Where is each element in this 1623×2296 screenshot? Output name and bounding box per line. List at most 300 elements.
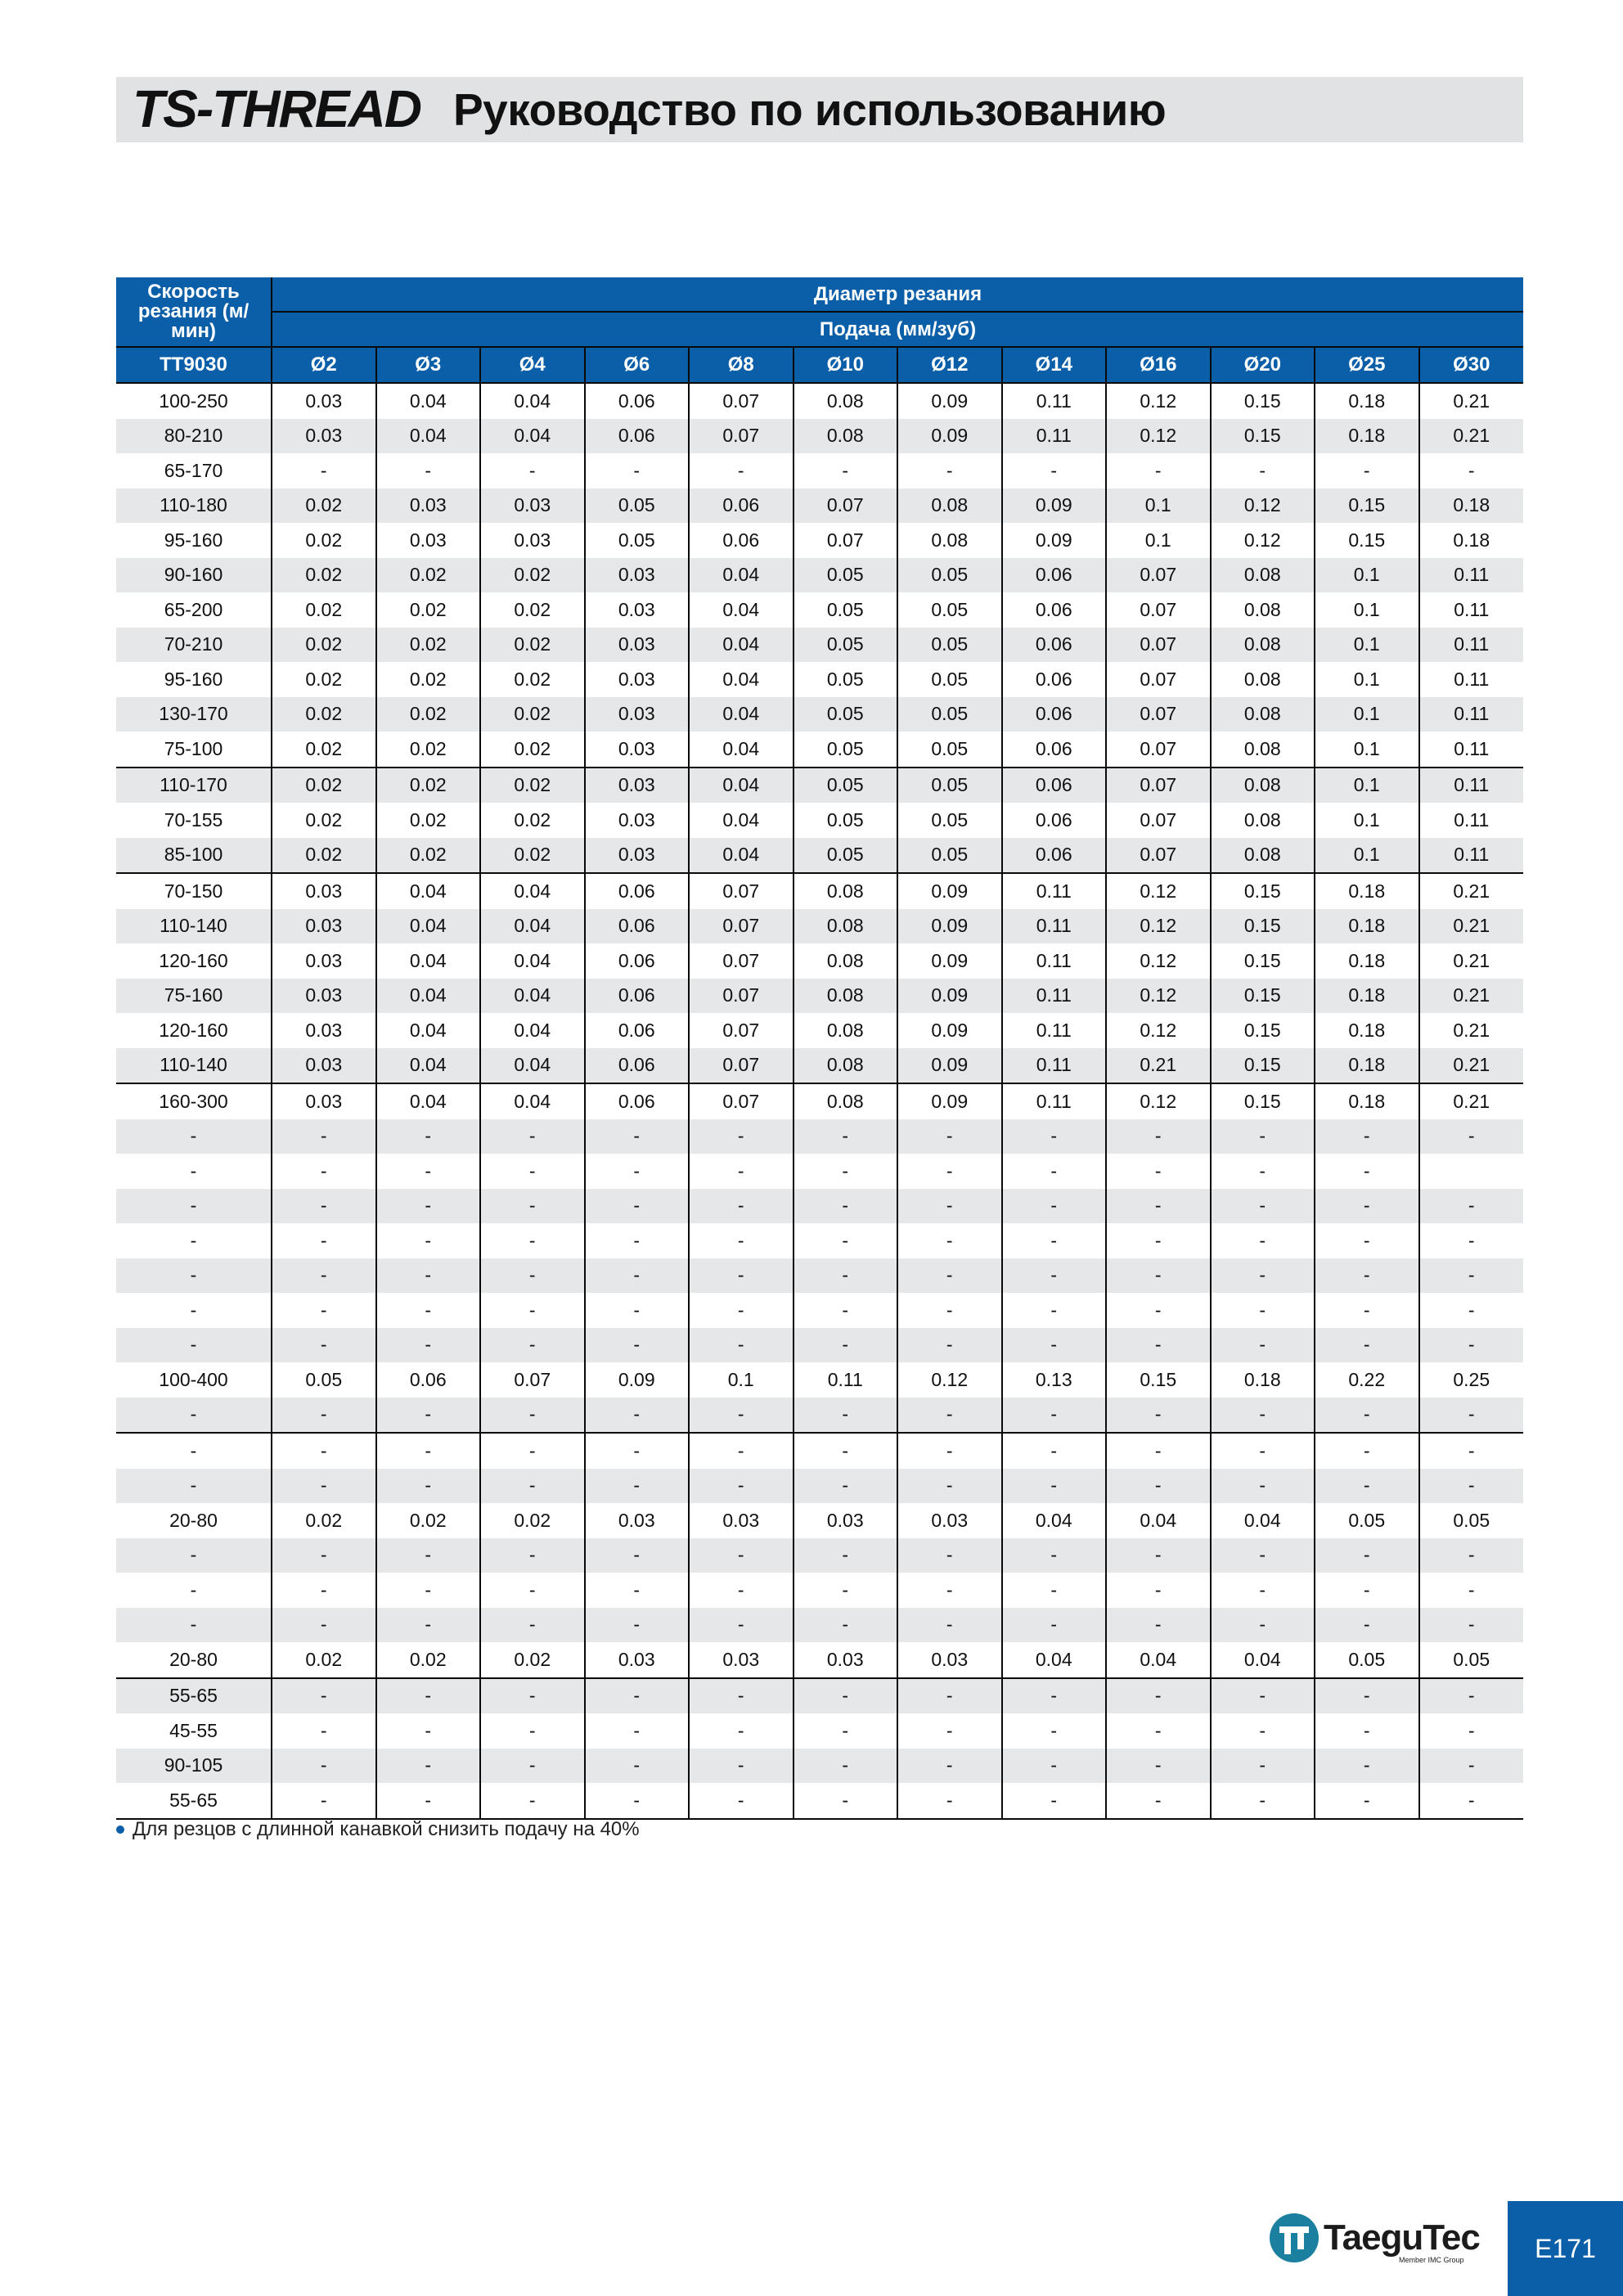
feed-cell: - xyxy=(1211,1223,1315,1258)
diameter-col-header: Ø10 xyxy=(794,347,898,383)
feed-cell: 0.03 xyxy=(794,1503,898,1538)
feed-cell: 0.06 xyxy=(689,488,794,524)
feed-cell: 0.06 xyxy=(585,979,690,1014)
feed-cell: - xyxy=(1106,1783,1211,1819)
feed-cell: - xyxy=(585,1433,690,1469)
feed-cell: 0.05 xyxy=(897,732,1002,768)
feed-cell: 0.15 xyxy=(1211,383,1315,419)
feed-cell: 0.11 xyxy=(1419,592,1524,628)
feed-cell: 0.02 xyxy=(272,628,376,663)
bullet-icon xyxy=(116,1826,124,1834)
feed-cell: 0.02 xyxy=(272,592,376,628)
diameter-col-header: Ø3 xyxy=(376,347,481,383)
table-row xyxy=(116,943,1523,979)
feed-cell: - xyxy=(1419,1328,1524,1363)
feed-cell: 0.08 xyxy=(794,873,898,909)
speed-cell: 55-65 xyxy=(116,1678,272,1714)
feed-cell: - xyxy=(585,1223,690,1258)
feed-cell: 0.04 xyxy=(376,909,481,944)
table-row xyxy=(116,1608,1523,1643)
table-row xyxy=(116,838,1523,874)
feed-cell: 0.07 xyxy=(1106,558,1211,593)
feed-cell: 0.02 xyxy=(480,803,585,838)
speed-cell: - xyxy=(190,1159,197,1182)
feed-cell: 0.06 xyxy=(1002,592,1107,628)
feed-cell: - xyxy=(1315,453,1419,488)
feed-cell: 0.1 xyxy=(1315,803,1419,838)
feed-cell: 0.02 xyxy=(376,838,481,874)
feed-cell: - xyxy=(1002,1119,1107,1155)
feed-cell: 0.08 xyxy=(1211,838,1315,874)
feed-cell: 0.02 xyxy=(272,488,376,524)
diameter-header: Диаметр резания xyxy=(272,277,1523,312)
feed-cell: - xyxy=(1106,1678,1211,1714)
feed-cell: 0.02 xyxy=(272,838,376,874)
feed-cell: - xyxy=(272,1713,376,1749)
feed-cell: 0.05 xyxy=(897,768,1002,804)
feed-cell: 0.08 xyxy=(1211,592,1315,628)
feed-cell: - xyxy=(897,1538,1002,1573)
feed-cell: - xyxy=(272,1608,376,1643)
feed-cell: 0.05 xyxy=(1419,1503,1524,1538)
feed-cell: - xyxy=(376,1783,481,1819)
feed-cell: - xyxy=(689,1749,794,1784)
table-row xyxy=(116,1013,1523,1048)
table-row xyxy=(116,1154,1523,1189)
feed-cell: - xyxy=(585,1608,690,1643)
feed-cell: - xyxy=(1419,1678,1524,1714)
feed-cell: 0.13 xyxy=(1002,1362,1107,1398)
feed-cell: 0.02 xyxy=(272,523,376,558)
speed-cell: 160-300 xyxy=(116,1083,272,1119)
feed-cell: 0.08 xyxy=(794,1048,898,1084)
feed-cell: 0.04 xyxy=(376,1083,481,1119)
feed-cell: 0.06 xyxy=(376,1362,481,1398)
feed-cell: 0.07 xyxy=(689,419,794,454)
feed-cell: 0.04 xyxy=(689,628,794,663)
feed-cell: 0.02 xyxy=(480,697,585,732)
feed-cell: - xyxy=(1002,1538,1107,1573)
feed-cell: 0.03 xyxy=(585,768,690,804)
feed-cell: 0.05 xyxy=(897,838,1002,874)
feed-cell: - xyxy=(1315,1258,1419,1294)
feed-cell: 0.09 xyxy=(897,1083,1002,1119)
feed-cell: 0.12 xyxy=(1106,943,1211,979)
feed-cell: 0.1 xyxy=(1315,732,1419,768)
table-row xyxy=(116,1678,1523,1714)
feed-cell: - xyxy=(1002,1189,1107,1224)
feed-cell: 0.04 xyxy=(1211,1642,1315,1678)
feed-cell: - xyxy=(1315,1678,1419,1714)
feed-cell: 0.15 xyxy=(1315,523,1419,558)
feed-cell: 0.15 xyxy=(1211,943,1315,979)
feed-cell: 0.04 xyxy=(689,697,794,732)
feed-cell: - xyxy=(1419,1608,1524,1643)
feed-cell: 0.03 xyxy=(585,558,690,593)
feed-cell: - xyxy=(1211,1293,1315,1328)
feed-cell: 0.08 xyxy=(794,943,898,979)
feed-cell: 0.04 xyxy=(480,1083,585,1119)
feed-cell: 0.02 xyxy=(376,697,481,732)
feed-cell: 0.08 xyxy=(794,419,898,454)
feed-cell: 0.21 xyxy=(1419,909,1524,944)
table-row xyxy=(116,1189,1523,1224)
feed-cell: 0.08 xyxy=(1211,628,1315,663)
feed-cell: - xyxy=(376,453,481,488)
speed-cell: 45-55 xyxy=(169,1719,218,1741)
feed-cell: 0.03 xyxy=(585,732,690,768)
feed-cell: 0.03 xyxy=(376,523,481,558)
feed-cell: 0.06 xyxy=(585,1013,690,1048)
feed-cell: 0.09 xyxy=(1002,523,1107,558)
feed-cell: - xyxy=(1002,453,1107,488)
feed-cell: - xyxy=(897,1293,1002,1328)
feed-cell: 0.12 xyxy=(1106,1013,1211,1048)
feed-cell: 0.1 xyxy=(689,1362,794,1398)
feed-cell: 0.02 xyxy=(272,1503,376,1538)
feed-cell: 0.11 xyxy=(1419,803,1524,838)
feed-cell: - xyxy=(480,1119,585,1155)
feed-cell: 0.03 xyxy=(585,838,690,874)
feed-cell: - xyxy=(689,1538,794,1573)
feed-cell: - xyxy=(1211,1328,1315,1363)
feed-cell: 0.04 xyxy=(1002,1503,1107,1538)
table-row xyxy=(116,1362,1523,1398)
feed-cell: 0.05 xyxy=(585,523,690,558)
feed-cell: 0.08 xyxy=(794,979,898,1014)
feed-cell: 0.18 xyxy=(1315,1013,1419,1048)
feed-cell: - xyxy=(1419,1293,1524,1328)
table-header xyxy=(116,277,1523,383)
feed-cell: - xyxy=(376,1749,481,1784)
feed-cell: 0.09 xyxy=(585,1362,690,1398)
feed-cell: 0.07 xyxy=(1106,838,1211,874)
feed-cell: 0.1 xyxy=(1315,697,1419,732)
feed-cell: - xyxy=(1211,453,1315,488)
feed-cell: 0.08 xyxy=(794,383,898,419)
feed-cell: 0.02 xyxy=(480,1642,585,1678)
feed-cell: 0.21 xyxy=(1419,1048,1524,1084)
feed-cell: - xyxy=(1419,1469,1524,1504)
feed-cell: 0.12 xyxy=(1106,383,1211,419)
feed-cell: 0.06 xyxy=(585,1083,690,1119)
feed-cell xyxy=(1419,1154,1524,1189)
feed-cell: 0.12 xyxy=(1106,979,1211,1014)
taegutec-emblem-icon xyxy=(1268,2212,1320,2264)
feed-cell: 0.03 xyxy=(272,943,376,979)
feed-cell: 0.18 xyxy=(1419,488,1524,524)
feed-cell: - xyxy=(794,1398,898,1434)
feed-cell: - xyxy=(897,1783,1002,1819)
feed-cell: - xyxy=(689,1189,794,1224)
feed-cell: 0.04 xyxy=(376,873,481,909)
feed-cell: - xyxy=(689,1154,794,1189)
feed-cell: 0.1 xyxy=(1106,488,1211,524)
feed-cell: 0.02 xyxy=(376,628,481,663)
feed-cell: - xyxy=(272,1258,376,1294)
feed-cell: 0.03 xyxy=(480,523,585,558)
feed-cell: - xyxy=(1211,1749,1315,1784)
speed-cell: - xyxy=(116,1328,272,1363)
feed-cell: - xyxy=(480,1538,585,1573)
table-row xyxy=(116,488,1523,524)
feed-cell: 0.05 xyxy=(272,1362,376,1398)
feed-cell: - xyxy=(480,1154,585,1189)
feed-cell: 0.1 xyxy=(1315,768,1419,804)
feed-cell: - xyxy=(1211,1713,1315,1749)
feed-cell: - xyxy=(897,1328,1002,1363)
feed-cell: - xyxy=(480,1749,585,1784)
speed-cell: 95-160 xyxy=(164,529,223,551)
feed-cell: - xyxy=(585,1469,690,1504)
feed-cell: - xyxy=(480,453,585,488)
feed-cell: 0.04 xyxy=(376,1048,481,1084)
feed-cell: 0.07 xyxy=(689,1013,794,1048)
feed-cell: 0.21 xyxy=(1419,979,1524,1014)
feed-cell: 0.1 xyxy=(1106,523,1211,558)
feed-cell: - xyxy=(585,1189,690,1224)
feed-cell: - xyxy=(1002,1223,1107,1258)
feed-cell: 0.11 xyxy=(1002,1083,1107,1119)
speed-cell: 70-210 xyxy=(116,628,272,663)
feed-cell: - xyxy=(585,1678,690,1714)
feed-cell: - xyxy=(689,1573,794,1608)
feed-cell: - xyxy=(1106,1398,1211,1434)
feed-cell: - xyxy=(1315,1189,1419,1224)
feed-cell: 0.03 xyxy=(585,803,690,838)
feed-cell: - xyxy=(1315,1328,1419,1363)
speed-cell: 120-160 xyxy=(159,949,228,971)
feed-cell: 0.22 xyxy=(1315,1362,1419,1398)
feed-cell: 0.05 xyxy=(794,628,898,663)
feed-cell: 0.09 xyxy=(897,873,1002,909)
feed-cell: 0.02 xyxy=(480,1503,585,1538)
feed-cell: - xyxy=(585,1398,690,1434)
feed-cell: - xyxy=(897,1119,1002,1155)
diameter-col-header: Ø25 xyxy=(1315,347,1419,383)
feed-cell: 0.1 xyxy=(1315,838,1419,874)
table-row xyxy=(116,1642,1523,1678)
feed-cell: 0.06 xyxy=(585,909,690,944)
speed-cell: 130-170 xyxy=(116,697,272,732)
feed-cell: - xyxy=(1315,1293,1419,1328)
feed-cell: 0.06 xyxy=(1002,558,1107,593)
feed-cell: - xyxy=(585,1713,690,1749)
feed-cell: - xyxy=(480,1678,585,1714)
speed-cell: 70-150 xyxy=(116,873,272,909)
page-title: Руководство по использованию xyxy=(453,84,1167,135)
feed-cell: 0.07 xyxy=(689,383,794,419)
feed-cell: - xyxy=(1315,1398,1419,1434)
footnote-text: Для резцов с длинной канавкой снизить подачу на 40% xyxy=(133,1818,640,1840)
feed-cell: - xyxy=(1419,1119,1524,1155)
feed-cell: - xyxy=(480,1783,585,1819)
feed-cell: 0.11 xyxy=(1419,838,1524,874)
brand-text: TS-THREAD xyxy=(133,84,421,135)
feed-cell: - xyxy=(480,1258,585,1294)
ts-thread-logo xyxy=(129,83,432,136)
table-row xyxy=(116,1083,1523,1119)
feed-cell: 0.15 xyxy=(1106,1362,1211,1398)
feed-cell: - xyxy=(1419,1783,1524,1819)
feed-cell: 0.04 xyxy=(689,838,794,874)
speed-cell: 120-160 xyxy=(159,1019,228,1041)
feed-cell: 0.1 xyxy=(1315,558,1419,593)
feed-cell: - xyxy=(376,1398,481,1434)
feed-cell: - xyxy=(689,453,794,488)
feed-cell: 0.11 xyxy=(1419,558,1524,593)
speed-cell: - xyxy=(116,1189,272,1224)
feed-cell: 0.02 xyxy=(376,558,481,593)
feed-cell: - xyxy=(272,1119,376,1155)
table-row xyxy=(116,1433,1523,1469)
feed-cell: - xyxy=(897,1573,1002,1608)
feed-cell: 0.18 xyxy=(1315,383,1419,419)
feed-cell: 0.04 xyxy=(480,383,585,419)
feed-cell: - xyxy=(1002,1678,1107,1714)
feed-cell: - xyxy=(376,1258,481,1294)
feed-cell: - xyxy=(689,1783,794,1819)
feed-cell: - xyxy=(376,1119,481,1155)
feed-cell: - xyxy=(272,1469,376,1504)
feed-cell: 0.05 xyxy=(794,697,898,732)
feed-cell: - xyxy=(1002,1469,1107,1504)
feed-cell: 0.04 xyxy=(376,943,481,979)
speed-cell: 20-80 xyxy=(169,1509,218,1531)
table-row xyxy=(116,768,1523,804)
feed-cell: 0.02 xyxy=(272,662,376,697)
feed-cell: - xyxy=(272,1573,376,1608)
feed-cell: 0.02 xyxy=(272,697,376,732)
feed-cell: 0.07 xyxy=(689,873,794,909)
feed-cell: 0.05 xyxy=(897,697,1002,732)
diameter-col-header: Ø4 xyxy=(480,347,585,383)
feed-cell: 0.12 xyxy=(1106,419,1211,454)
feed-cell: 0.09 xyxy=(897,1013,1002,1048)
diameter-col-header: Ø6 xyxy=(585,347,690,383)
feed-cell: 0.04 xyxy=(1106,1642,1211,1678)
feed-cell: 0.02 xyxy=(480,768,585,804)
feed-cell: 0.04 xyxy=(376,383,481,419)
feed-cell: - xyxy=(272,1433,376,1469)
feed-cell: 0.04 xyxy=(480,419,585,454)
feed-cell: - xyxy=(1106,1749,1211,1784)
feed-cell: 0.02 xyxy=(376,662,481,697)
feed-cell: 0.06 xyxy=(585,873,690,909)
speed-cell: 75-160 xyxy=(116,979,272,1014)
feed-cell: 0.18 xyxy=(1315,943,1419,979)
feed-cell: 0.07 xyxy=(1106,732,1211,768)
feed-cell: - xyxy=(585,1293,690,1328)
table-row xyxy=(116,1258,1523,1294)
feed-cell: - xyxy=(794,1258,898,1294)
speed-cell: - xyxy=(190,1299,197,1321)
feed-cell: - xyxy=(1106,1713,1211,1749)
feed-cell: 0.07 xyxy=(689,979,794,1014)
table-row xyxy=(116,1119,1523,1155)
feed-cell: 0.08 xyxy=(794,1013,898,1048)
feed-cell: - xyxy=(480,1469,585,1504)
table-row xyxy=(116,419,1523,454)
feed-cell: - xyxy=(1106,1433,1211,1469)
speed-cell: 110-180 xyxy=(116,488,272,524)
feed-cell: 0.05 xyxy=(897,628,1002,663)
speed-cell: 110-170 xyxy=(116,768,272,804)
feed-cell: - xyxy=(1419,1258,1524,1294)
table-row xyxy=(116,1328,1523,1363)
speed-cell: 95-160 xyxy=(164,668,223,690)
feed-cell: - xyxy=(480,1223,585,1258)
feed-cell: - xyxy=(897,1678,1002,1714)
feed-cell: 0.04 xyxy=(480,909,585,944)
feed-cell: 0.11 xyxy=(1002,873,1107,909)
table-row xyxy=(116,628,1523,663)
feed-cell: 0.18 xyxy=(1315,1083,1419,1119)
feed-cell: - xyxy=(1106,1293,1211,1328)
feed-cell: - xyxy=(1002,1328,1107,1363)
feed-cell: 0.03 xyxy=(376,488,481,524)
table-row xyxy=(116,979,1523,1014)
feed-cell: - xyxy=(689,1223,794,1258)
feed-cell: - xyxy=(480,1293,585,1328)
speed-cell: - xyxy=(116,1258,272,1294)
feed-cell: - xyxy=(272,1223,376,1258)
feed-cell: - xyxy=(1419,1538,1524,1573)
feed-cell: 0.08 xyxy=(1211,732,1315,768)
feed-cell: 0.03 xyxy=(272,873,376,909)
feed-cell: 0.04 xyxy=(480,943,585,979)
table-row xyxy=(116,732,1523,768)
feed-cell: - xyxy=(272,1293,376,1328)
feed-cell: 0.25 xyxy=(1419,1362,1524,1398)
table-row xyxy=(116,1749,1523,1784)
feed-cell: - xyxy=(1419,1713,1524,1749)
feed-cell: - xyxy=(272,1538,376,1573)
feed-cell: 0.06 xyxy=(1002,838,1107,874)
feed-cell: - xyxy=(1106,1189,1211,1224)
feed-cell: 0.04 xyxy=(689,803,794,838)
speed-cell: 90-105 xyxy=(116,1749,272,1784)
feed-cell: - xyxy=(1315,1433,1419,1469)
speed-cell: - xyxy=(116,1119,272,1155)
feed-cell: 0.11 xyxy=(1002,943,1107,979)
feed-cell: - xyxy=(376,1328,481,1363)
feed-cell: 0.06 xyxy=(1002,732,1107,768)
feed-cell: 0.12 xyxy=(1211,488,1315,524)
feed-cell: 0.21 xyxy=(1419,1083,1524,1119)
table-row xyxy=(116,1293,1523,1328)
feed-cell: 0.11 xyxy=(1002,419,1107,454)
feed-cell: 0.03 xyxy=(272,1048,376,1084)
feed-cell: - xyxy=(794,1328,898,1363)
feed-cell: 0.05 xyxy=(794,558,898,593)
feed-cell: - xyxy=(897,1469,1002,1504)
feed-cell: - xyxy=(585,1783,690,1819)
feed-cell: - xyxy=(689,1398,794,1434)
feed-cell: 0.11 xyxy=(1002,909,1107,944)
feed-cell: 0.18 xyxy=(1211,1362,1315,1398)
feed-cell: 0.03 xyxy=(689,1503,794,1538)
feed-cell: 0.18 xyxy=(1315,873,1419,909)
feed-cell: - xyxy=(480,1713,585,1749)
feed-cell: 0.02 xyxy=(272,768,376,804)
feed-cell: 0.08 xyxy=(1211,768,1315,804)
speed-cell: - xyxy=(116,1433,272,1469)
feed-cell: - xyxy=(1002,1608,1107,1643)
feed-cell: 0.05 xyxy=(794,662,898,697)
feed-cell: 0.21 xyxy=(1106,1048,1211,1084)
feed-cell: - xyxy=(272,1749,376,1784)
